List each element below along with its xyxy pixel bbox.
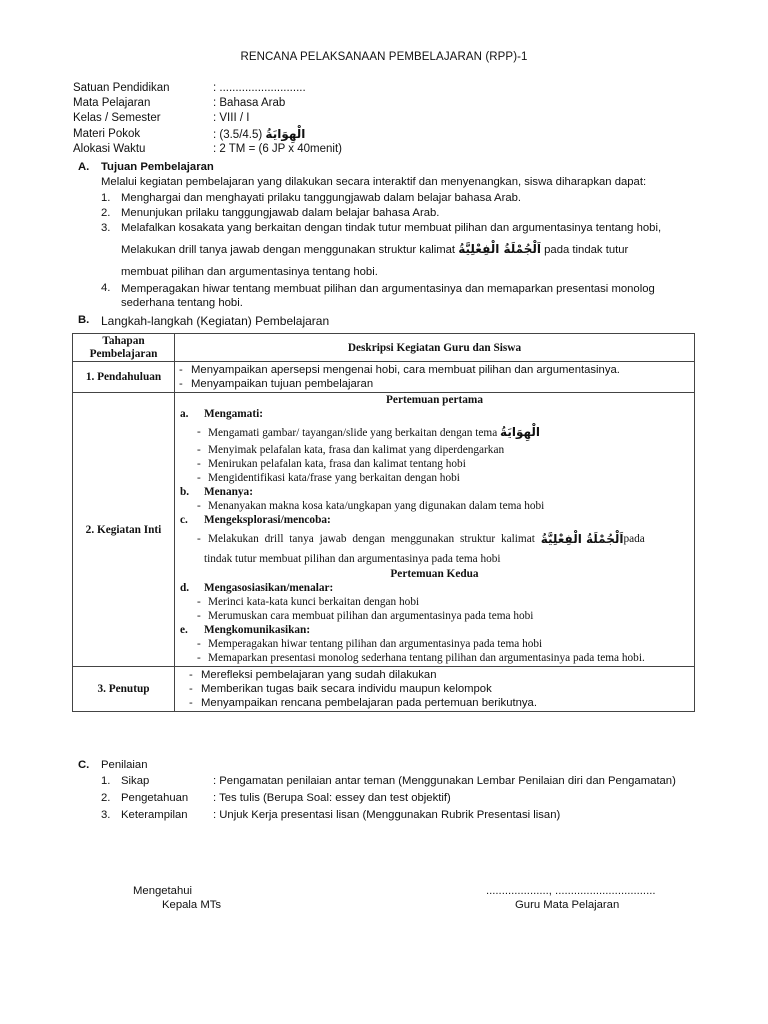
list-text: Memperagakan hiwar tentang membuat pilihan dan argumentasinya dan memaparkan presentasi monolog sederhana tentang hobi.: [121, 283, 655, 309]
dash-bullet: -: [197, 500, 201, 512]
info-value-text: : (3.5/4.5): [213, 128, 266, 141]
section-title: Penilaian: [101, 759, 148, 771]
list-item: [78, 281, 718, 310]
list-text: Melafalkan kosakata yang berkaitan dengan tindak tutur membuat pilihan dan argumentasinya tentang hobi,: [121, 221, 662, 234]
dash-bullet: -: [179, 364, 183, 376]
assessment-value: : Unjuk Kerja presentasi lisan (Menggunakan Rubrik Presentasi lisan): [213, 808, 561, 821]
list-text: membuat pilihan dan argumentasinya tentang hobi.: [121, 266, 378, 278]
section-letter: C.: [78, 759, 90, 771]
list-text: Menirukan pelafalan kata, frasa dan kalimat tentang hobi: [208, 458, 466, 470]
meeting-heading: Pertemuan Kedua: [390, 568, 479, 580]
step-heading: [179, 407, 690, 421]
list-number: 3.: [101, 808, 111, 821]
info-value: : 2 TM = (6 JP x 40menit): [213, 142, 342, 155]
list-text: Memberikan tugas baik secara individu maupun kelompok: [201, 683, 492, 695]
dash-bullet: -: [197, 472, 201, 484]
dash-bullet: -: [197, 610, 201, 622]
list-text: [121, 242, 718, 257]
list-item: [78, 205, 718, 220]
list-item: [179, 595, 690, 609]
dash-bullet: -: [197, 638, 201, 650]
section-langkah: [78, 314, 329, 328]
list-text: Menunjukan prilaku tanggungjawab dalam belajar bahasa Arab.: [121, 206, 440, 219]
assessment-label: Pengetahuan: [121, 791, 189, 804]
step-title: Mengeksplorasi/mencoba:: [204, 514, 331, 526]
list-text: Menyampaikan rencana pembelajaran pada pertemuan berikutnya.: [201, 697, 537, 709]
list-number: 3.: [101, 221, 111, 234]
list-item: [175, 696, 694, 710]
objective-list: [78, 190, 718, 310]
arabic-topic: الْهِوَايَةُ: [500, 424, 541, 439]
list-number: 1.: [101, 774, 111, 787]
identity-block: [73, 80, 342, 156]
list-item: [78, 235, 718, 263]
arabic-topic: الْهِوَايَةُ: [265, 126, 306, 141]
list-item: [179, 421, 690, 443]
section-title: Tujuan Pembelajaran: [101, 161, 214, 173]
signature-caption: Mengetahui: [133, 885, 193, 897]
signature-place-date: ...................., ................................: [486, 885, 656, 897]
step-letter: a.: [180, 408, 189, 420]
step-letter: b.: [180, 486, 190, 498]
info-row: [73, 126, 342, 141]
section-heading: [78, 758, 676, 772]
dash-bullet: -: [189, 697, 193, 709]
info-row: [73, 111, 342, 126]
dash-bullet: -: [179, 378, 183, 390]
step-title: Mengkomunikasikan:: [204, 624, 311, 636]
step-heading: [179, 581, 690, 595]
signature-role: Kepala MTs: [162, 899, 222, 911]
list-text: tindak tutur membuat pilihan dan argumentasinya pada tema hobi: [204, 553, 501, 565]
section-title: Langkah-langkah (Kegiatan) Pembelajaran: [101, 314, 330, 328]
arabic-structure: اَلْجُمْلَةُ الْفِعْلِيَّةُ: [540, 532, 624, 546]
list-text-part: Melakukan drill tanya jawab dengan menggunakan struktur kalimat: [121, 243, 459, 256]
list-item: [179, 609, 690, 623]
step-letter: c.: [180, 514, 188, 526]
signature-right: [486, 885, 656, 911]
section-letter: B.: [78, 314, 90, 326]
step-title: Menanya:: [204, 486, 253, 498]
table-row: [73, 667, 695, 712]
list-text-part: Mengamati gambar/ tayangan/slide yang berkaitan dengan tema: [208, 426, 501, 439]
step-title: Mengamati:: [204, 408, 263, 420]
list-continuation: [179, 551, 690, 567]
assessment-value: : Tes tulis (Berupa Soal: essey dan test objektif): [213, 791, 451, 804]
list-text: Memaparkan presentasi monolog sederhana tentang pilihan dan argumentasinya pada tema hobi.: [208, 652, 645, 664]
info-row: [73, 141, 342, 156]
assessment-label: Keterampilan: [121, 808, 188, 821]
info-label: Alokasi Waktu: [73, 142, 146, 155]
list-item: [175, 377, 694, 391]
list-text: Menyimak pelafalan kata, frasa dan kalimat yang diperdengarkan: [208, 444, 505, 456]
phase-description: [175, 393, 695, 667]
dash-bullet: -: [197, 444, 201, 456]
step-heading: [179, 513, 690, 527]
step-heading: [179, 623, 690, 637]
list-item: [175, 668, 694, 682]
step-title: Mengasosiasikan/menalar:: [204, 582, 334, 594]
dash-bullet: -: [197, 533, 201, 545]
info-label: Mata Pelajaran: [73, 96, 151, 109]
dash-bullet: -: [197, 596, 201, 608]
meeting-heading: Pertemuan pertama: [386, 394, 483, 406]
info-value: : ...........................: [213, 81, 306, 94]
section-tujuan: [78, 160, 718, 310]
list-text: Merumuskan cara membuat pilihan dan argumentasinya pada tema hobi: [208, 610, 534, 622]
dash-bullet: -: [197, 652, 201, 664]
dash-bullet: -: [189, 669, 193, 681]
info-label: Satuan Pendidikan: [73, 81, 170, 94]
list-item: [179, 471, 690, 485]
list-item: [179, 651, 690, 665]
phase-description: [175, 667, 695, 712]
list-item: [179, 457, 690, 471]
assessment-label: Sikap: [121, 774, 150, 787]
section-letter: A.: [78, 161, 90, 173]
section-penilaian: [78, 758, 676, 823]
list-text: Merinci kata-kata kunci berkaitan dengan hobi: [208, 596, 420, 608]
list-text: Memperagakan hiwar tentang pilihan dan argumentasinya pada tema hobi: [208, 638, 543, 650]
table-row: [73, 393, 695, 667]
list-text: Menanyakan makna kosa kata/ungkapan yang digunakan dalam tema hobi: [208, 500, 545, 512]
list-text-part: pada tindak tutur: [541, 243, 629, 256]
list-text: Menghargai dan menghayati prilaku tanggungjawab dalam belajar bahasa Arab.: [121, 191, 522, 204]
section-heading: [78, 160, 718, 174]
info-value: : VIII / I: [213, 112, 250, 125]
table-header-row: [73, 334, 695, 362]
list-text: Merefleksi pembelajaran yang sudah dilakukan: [201, 669, 437, 681]
info-row: [73, 80, 342, 95]
list-item: [179, 527, 690, 551]
dash-bullet: -: [197, 426, 201, 438]
assessment-value: : Pengamatan penilaian antar teman (Menggunakan Lembar Penilaian diri dan Pengamatan): [213, 774, 676, 787]
list-item: [175, 363, 694, 377]
phase-label: 1. Pendahuluan: [73, 362, 175, 393]
info-value: : Bahasa Arab: [213, 96, 286, 109]
list-item: [179, 443, 690, 457]
list-item: [78, 190, 718, 205]
info-row: [73, 95, 342, 110]
assessment-row: [78, 772, 676, 789]
dash-bullet: -: [189, 683, 193, 695]
info-label: Kelas / Semester: [73, 112, 161, 125]
list-text: Menyampaikan apersepsi mengenai hobi, cara membuat pilihan dan argumentasinya.: [191, 364, 620, 376]
list-text: [208, 532, 690, 546]
list-item: [179, 499, 690, 513]
info-value: [213, 127, 305, 141]
list-number: 2.: [101, 791, 111, 804]
step-letter: d.: [180, 582, 190, 594]
step-heading: [179, 485, 690, 499]
document-title: RENCANA PELAKSANAAN PEMBELAJARAN (RPP)-1: [240, 51, 528, 63]
phase-label: 2. Kegiatan Inti: [73, 393, 175, 667]
list-item: [175, 682, 694, 696]
list-text-part: pada: [623, 533, 645, 545]
column-header: Deskripsi Kegiatan Guru dan Siswa: [175, 334, 695, 362]
list-number: 2.: [101, 206, 111, 219]
signature-left: [133, 885, 221, 911]
list-text: Mengidentifikasi kata/frase yang berkaitan dengan hobi: [208, 472, 460, 484]
step-letter: e.: [180, 624, 188, 636]
list-number: 1.: [101, 191, 111, 204]
dash-bullet: -: [197, 458, 201, 470]
column-header: Tahapan Pembelajaran: [73, 334, 175, 362]
list-item: [78, 220, 718, 235]
list-item: [179, 637, 690, 651]
section-intro: Melalui kegiatan pembelajaran yang dilakukan secara interaktif dan menyenangkan, siswa diharapkan dapat:: [101, 176, 647, 188]
list-text-part: Melakukan drill tanya jawab dengan menggunakan struktur kalimat: [208, 533, 541, 545]
list-item: [78, 263, 718, 281]
list-text: Menyampaikan tujuan pembelajaran: [191, 378, 374, 390]
list-text: [208, 425, 540, 440]
phase-description: [175, 362, 695, 393]
signature-role: Guru Mata Pelajaran: [515, 899, 620, 911]
assessment-row: [78, 789, 676, 806]
list-number: 4.: [101, 282, 111, 294]
table-row: [73, 362, 695, 393]
assessment-row: [78, 806, 676, 823]
arabic-structure: اَلْجُمْلَةُ الْفِعْلِيَّةُ: [458, 241, 541, 256]
activities-table: [72, 333, 695, 712]
phase-label: 3. Penutup: [73, 667, 175, 712]
info-label: Materi Pokok: [73, 127, 141, 140]
